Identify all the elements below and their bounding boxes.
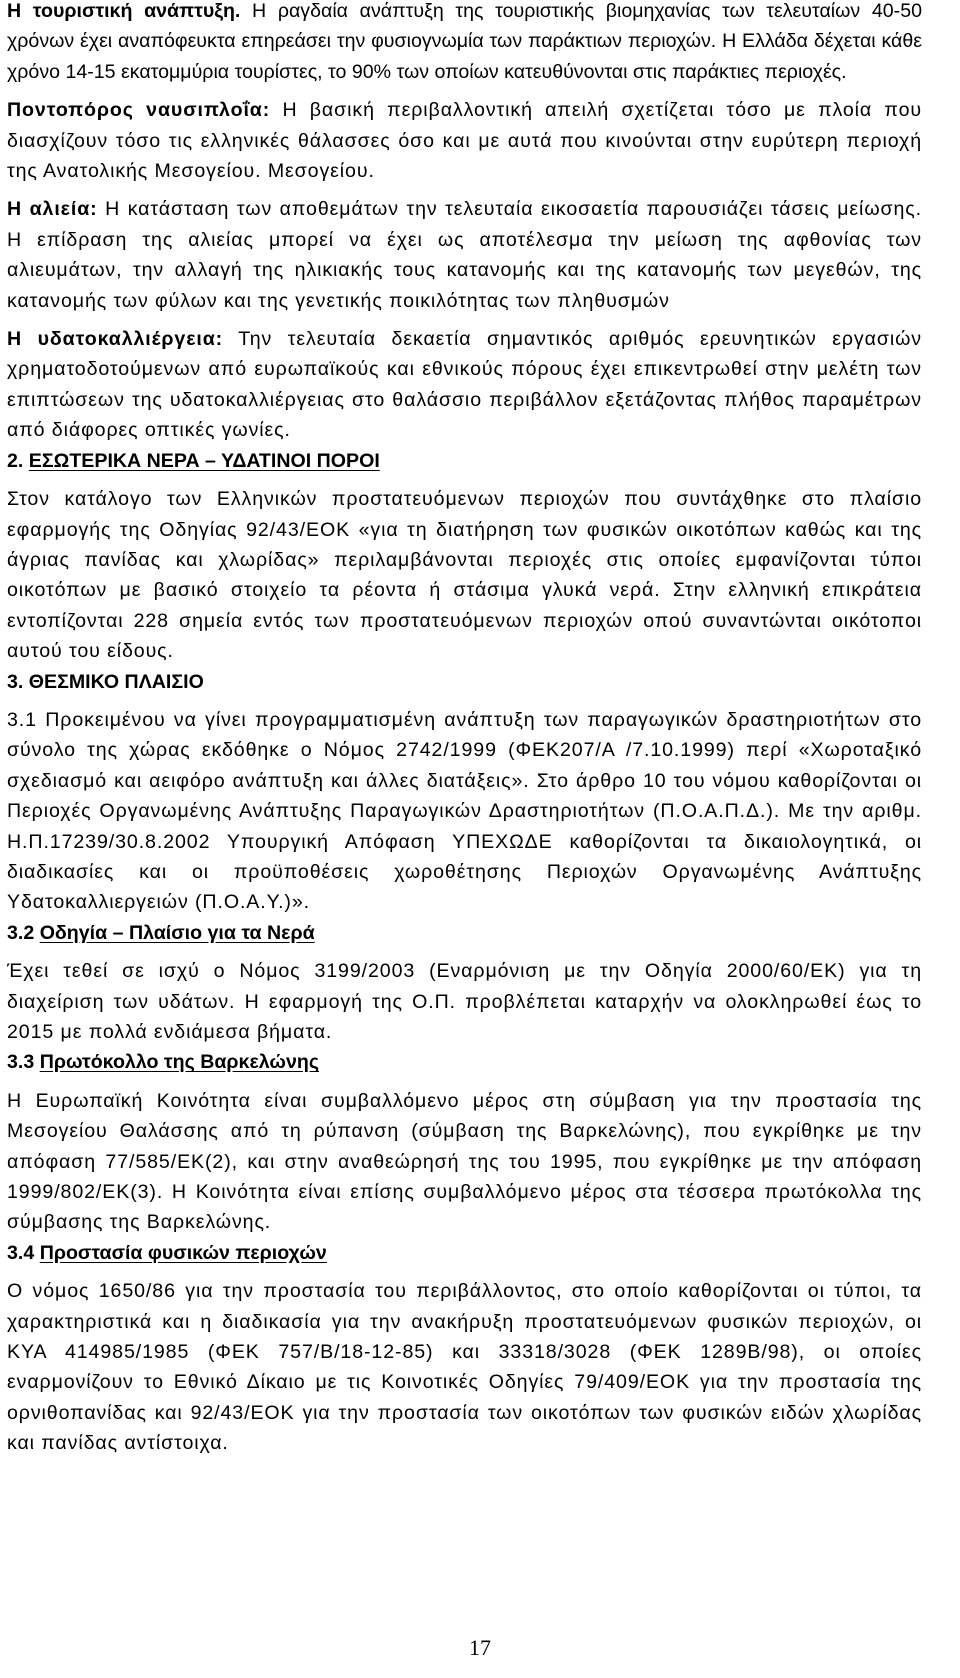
fishing-lead: Η αλιεία: [7, 198, 98, 221]
paragraph-3-2: Έχει τεθεί σε ισχύ ο Νόμος 3199/2003 (Εναρμόνιση με την Οδηγία 2000/60/ΕΚ) για τη διαχείριση των υδάτων. Η εφαρμογή της Ο.Π. προβλέπεται καταρχήν να ολοκληρωθεί έως το 2015 με πολλά ενδιάμεσα βήματα. [7, 960, 922, 1043]
section-2-title: ΕΣΩΤΕΡΙΚΑ ΝΕΡΑ – ΥΔΑΤΙΝΟΙ ΠΟΡΟΙ [28, 449, 380, 472]
page-number: 17 [469, 1635, 491, 1660]
section-3-heading: 3. ΘΕΣΜΙΚΟ ΠΛΑΙΣΙΟ [7, 670, 204, 693]
tourism-lead: Η τουριστική ανάπτυξη. [7, 0, 241, 22]
paragraph-3-4: Ο νόμος 1650/86 για την προστασία του περιβάλλοντος, στο οποίο καθορίζονται οι τύποι, τα χαρακτηριστικά και η διαδικασία για την ανακήρυξη προστατευόμενων φυσικών περιοχών, οι ΚΥΑ 414985/1985 (ΦΕΚ 757/Β/18-12-85) και 33318/3028 (ΦΕΚ 1289Β/98), οι οποίες εναρμονίζουν το Εθνικό Δίκαιο με τις Κοινοτικές Οδηγίες 79/409/ΕΟΚ για την προστασία της ορνιθοπανίδας και 92/43/ΕΟΚ για την προστασία των οικοτόπων των φυσικών ειδών χλωρίδας και πανίδας αντίστοιχα. [7, 1280, 922, 1455]
section-3-2-title: Οδηγία – Πλαίσιο για τα Νερά [39, 921, 315, 944]
section-3-3-title: Πρωτόκολλο της Βαρκελώνης [39, 1051, 320, 1074]
paragraph-aquaculture [7, 324, 922, 446]
section-2-heading [7, 446, 922, 476]
paragraph-fishing [7, 194, 922, 316]
section-3-3-number: 3.3 [7, 1051, 40, 1074]
shipping-text: Η βασική περιβαλλοντική απειλή σχετίζεται τόσο με πλοία που διασχίζουν τόσο τις ελληνικές θάλασσες όσο και με αυτά που κινούνται στην ευρύτερη περιοχή της Ανατολικής Μεσογείου. Μεσογείου. [7, 99, 922, 183]
section-3-4-title: Προστασία φυσικών περιοχών [39, 1241, 327, 1264]
shipping-lead: Ποντοπόρος ναυσιπλοΐα: [7, 99, 271, 122]
paragraph-3-3: Η Ευρωπαϊκή Κοινότητα είναι συμβαλλόμενο μέρος στη σύμβαση για την προστασία της Μεσογείου Θαλάσσης από τη ρύπανση (σύμβαση της Βαρκελώνης), που εγκρίθηκε με την απόφαση 77/585/ΕΚ(2), και στην αναθεώρησή της του 1995, που εγκρίθηκε με την απόφαση 1999/802/ΕΚ(3). Η Κοινότητα είναι επίσης συμβαλλόμενο μέρος στα τέσσερα πρωτόκολλα της σύμβασης της Βαρκελώνης. [7, 1089, 922, 1234]
section-3-2-heading [7, 918, 922, 948]
paragraph-3-1: 3.1 Προκειμένου να γίνει προγραμματισμένη ανάπτυξη των παραγωγικών δραστηριοτήτων στο σύνολο της χώρας εκδόθηκε ο Νόμος 2742/1999 (ΦΕΚ207/Α /7.10.1999) περί «Χωροταξικό σχεδιασμό και αειφόρο ανάπτυξη και άλλες διατάξεις». Στο άρθρο 10 του νόμου καθορίζονται οι Περιοχές Οργανωμένης Ανάπτυξης Παραγωγικών Δραστηριοτήτων (Π.Ο.Α.Π.Δ.). Με την αριθμ. Η.Π.17239/30.8.2002 Υπουργική Απόφαση ΥΠΕΧΩΔΕ καθορίζονται τα δικαιολογητικά, οι διαδικασίες και οι προϋποθέσεις χωροθέτησης Περιοχών Οργανωμένης Ανάπτυξης Υδατοκαλλιεργειών (Π.Ο.Α.Υ.)». [7, 708, 922, 914]
section-2-number: 2. [7, 449, 29, 472]
paragraph-shipping [7, 95, 922, 186]
paragraph-inland-waters: Στον κατάλογο των Ελληνικών προστατευόμενων περιοχών που συντάχθηκε στο πλαίσιο εφαρμογής της Οδηγίας 92/43/ΕΟΚ «για τη διατήρηση των φυσικών οικοτόπων καθώς και της άγριας πανίδας και χλωρίδας» περιλαμβάνονται περιοχές στις οποίες εμφανίζονται τύποι οικοτόπων με βασικό στοιχείο τα ρέοντα ή στάσιμα γλυκά νερά. Στην ελληνική επικράτεια εντοπίζονται 228 σημεία εντός των προστατευόμενων περιοχών οπού συναντώνται οικότοποι αυτού του είδους. [7, 488, 922, 663]
fishing-text: Η κατάσταση των αποθεμάτων την τελευταία εικοσαετία παρουσιάζει τάσεις μείωσης. Η επίδραση της αλιείας μπορεί να έχει ως αποτέλεσμα την μείωση της αφθονίας των αλιευμάτων, την αλλαγή της ηλικιακής τους κατανομής και της κατανομής των μεγεθών, της κατανομής των φύλων και της γενετικής ποικιλότητας των πληθυσμών [7, 198, 922, 312]
section-3-2-number: 3.2 [7, 921, 40, 944]
section-3-4-heading [7, 1238, 922, 1268]
aquaculture-text: Την τελευταία δεκαετία σημαντικός αριθμός ερευνητικών εργασιών χρηματοδοτούμενων από ευρωπαϊκούς και εθνικούς πόρους έχει επικεντρωθεί στην μελέτη των επιπτώσεων της υδατοκαλλιέργειας στο θαλάσσιο περιβάλλον εξετάζοντας πλήθος παραμέτρων από διάφορες οπτικές γωνίες. [7, 328, 922, 442]
aquaculture-lead: Η υδατοκαλλιέργεια: [7, 328, 224, 351]
section-3-3-heading [7, 1047, 922, 1077]
paragraph-tourism [7, 0, 922, 87]
section-3-4-number: 3.4 [7, 1241, 40, 1264]
tourism-text: Η ραγδαία ανάπτυξη της τουριστικής βιομηχανίας των τελευταίων 40-50 χρόνων έχει αναπόφευκτα επηρεάσει την φυσιογνωμία των παράκτιων περιοχών. Η Ελλάδα δέχεται κάθε χρόνο 14-15 εκατομμύρια τουρίστες, το 90% των οποίων κατευθύνονται στις παράκτιες περιοχές. [7, 0, 922, 83]
